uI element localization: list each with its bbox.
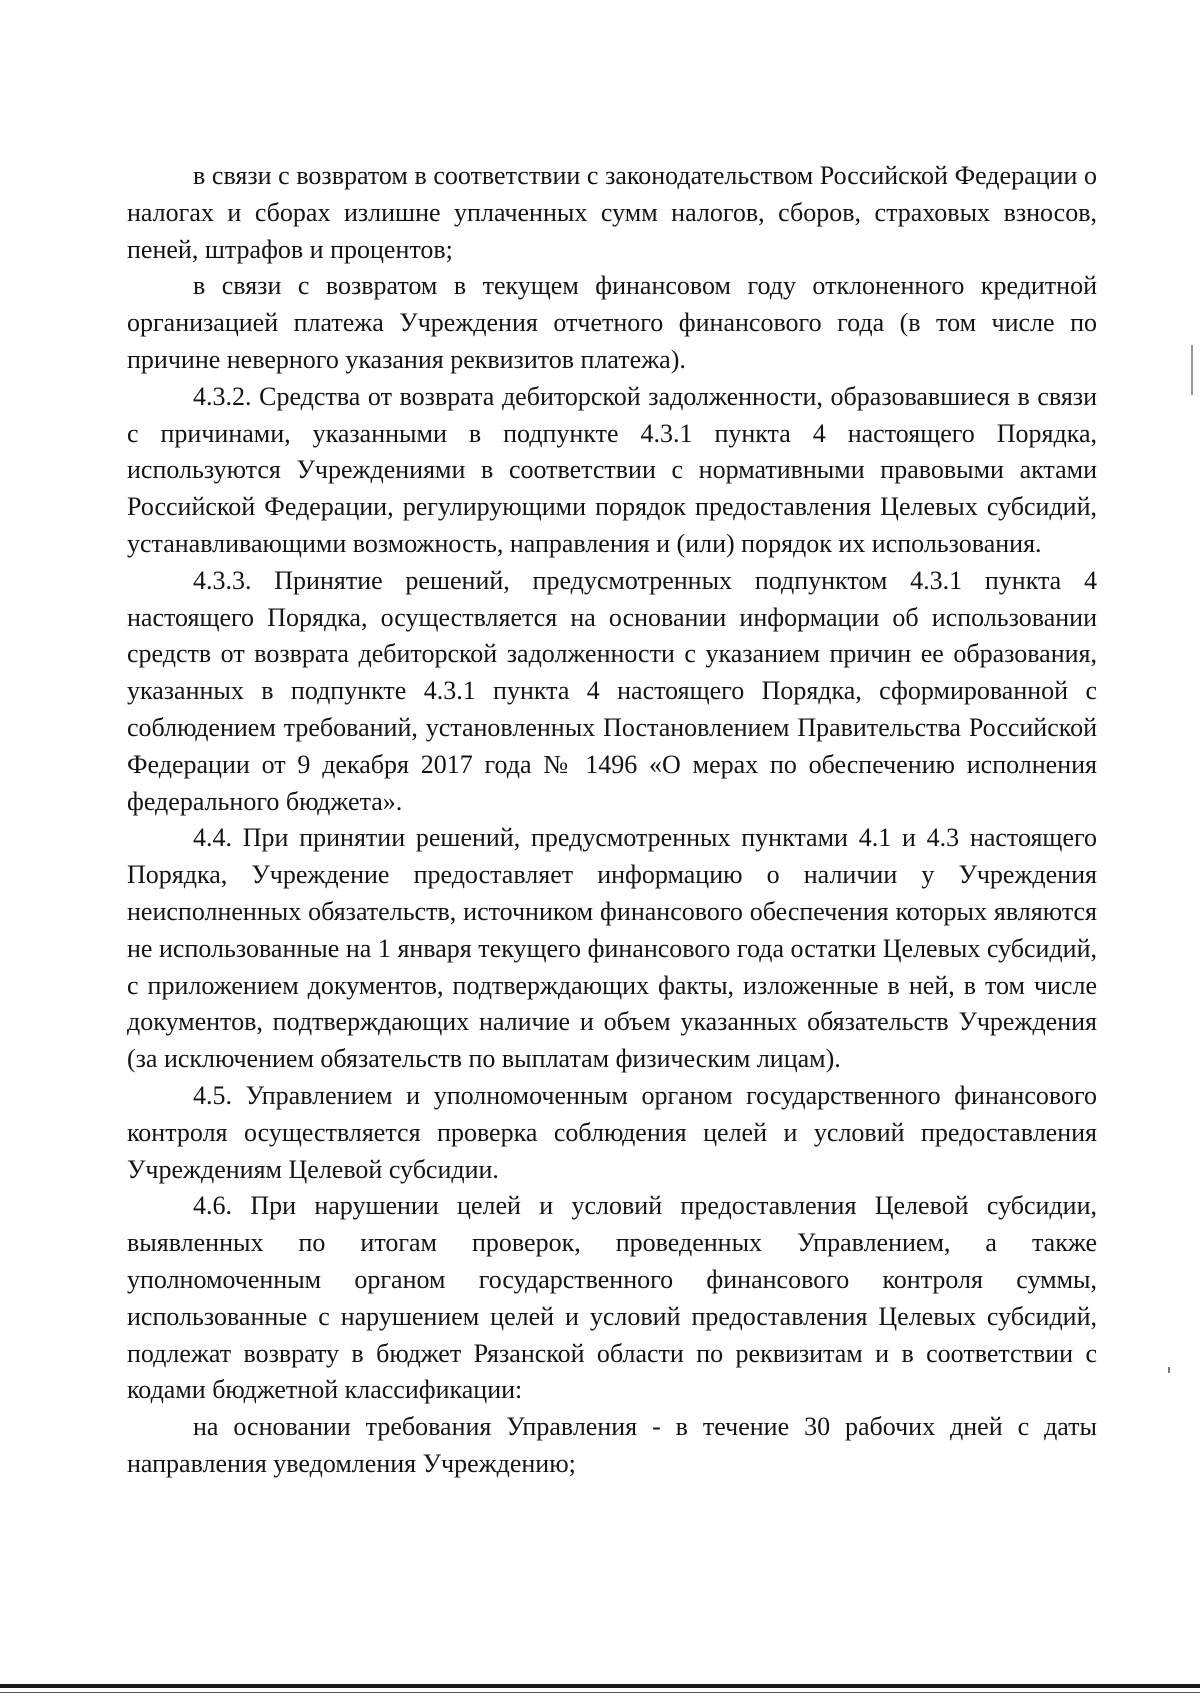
- scan-bottom-edge: [0, 1684, 1200, 1688]
- paragraph-4-3-2: 4.3.2. Средства от возврата дебиторской задолженности, образовавшиеся в связи с причинами, указанными в подпункте 4.3.1 пункта 4 настоящего Порядка, используются Учреждениями в соответствии с нормативными правовыми актами Российской Федерации, регулирующими порядок предоставления Целевых субсидий, устанавливающими возможность, направления и (или) порядок их использования.: [127, 381, 1097, 558]
- paragraph-tax-refund: в связи с возвратом в соответствии с законодательством Российской Федерации о налогах и сборах излишне уплаченных сумм налогов, сборов, страховых взносов, пеней, штрафов и процентов;: [127, 161, 1097, 264]
- scan-edge-mark: [1191, 345, 1193, 395]
- paragraph-requirement-deadline: на основании требования Управления - в течение 30 рабочих дней с даты направления уведомления Учреждению;: [127, 1412, 1097, 1478]
- paragraph-rejected-payment: в связи с возвратом в текущем финансовом году отклоненного кредитной организацией платежа Учреждения отчетного финансового года (в том числе по причине неверного указания реквизитов платежа).: [127, 271, 1097, 374]
- paragraph-4-3-3: 4.3.3. Принятие решений, предусмотренных подпунктом 4.3.1 пункта 4 настоящего Порядка, осуществляется на основании информации об использовании средств от возврата дебиторской задолженности с указанием причин ее образования, указанных в подпункте 4.3.1 пункта 4 настоящего Порядка, сформированной с соблюдением требований, установленных Постановлением Правительства Российской Федерации от 9 декабря 2017 года № 1496 «О мерах по обеспечению исполнения федерального бюджета».: [127, 565, 1097, 816]
- paragraph-4-4: 4.4. При принятии решений, предусмотренных пунктами 4.1 и 4.3 настоящего Порядка, Учреждение предоставляет информацию о наличии у Учреждения неисполненных обязательств, источником финансового обеспечения которых являются не использованные на 1 января текущего финансового года остатки Целевых субсидий, с приложением документов, подтверждающих факты, изложенные в ней, в том числе документов, подтверждающих наличие и объем указанных обязательств Учреждения (за исключением обязательств по выплатам физическим лицам).: [127, 823, 1097, 1074]
- paragraph-4-5: 4.5. Управлением и уполномоченным органом государственного финансового контроля осуществляется проверка соблюдения целей и условий предоставления Учреждениям Целевой субсидии.: [127, 1080, 1097, 1184]
- paragraph-4-6: 4.6. При нарушении целей и условий предоставления Целевой субсидии, выявленных по итогам проверок, проведенных Управлением, а также уполномоченным органом государственного финансового контроля суммы, использованные с нарушением целей и условий предоставления Целевых субсидий, подлежат возврату в бюджет Рязанской области по реквизитам и в соответствии с кодами бюджетной классификации:: [127, 1191, 1097, 1405]
- scan-bottom-edge-thin: [0, 1692, 1200, 1693]
- scan-dot-mark: [1168, 1367, 1170, 1373]
- document-body: [127, 158, 1097, 1483]
